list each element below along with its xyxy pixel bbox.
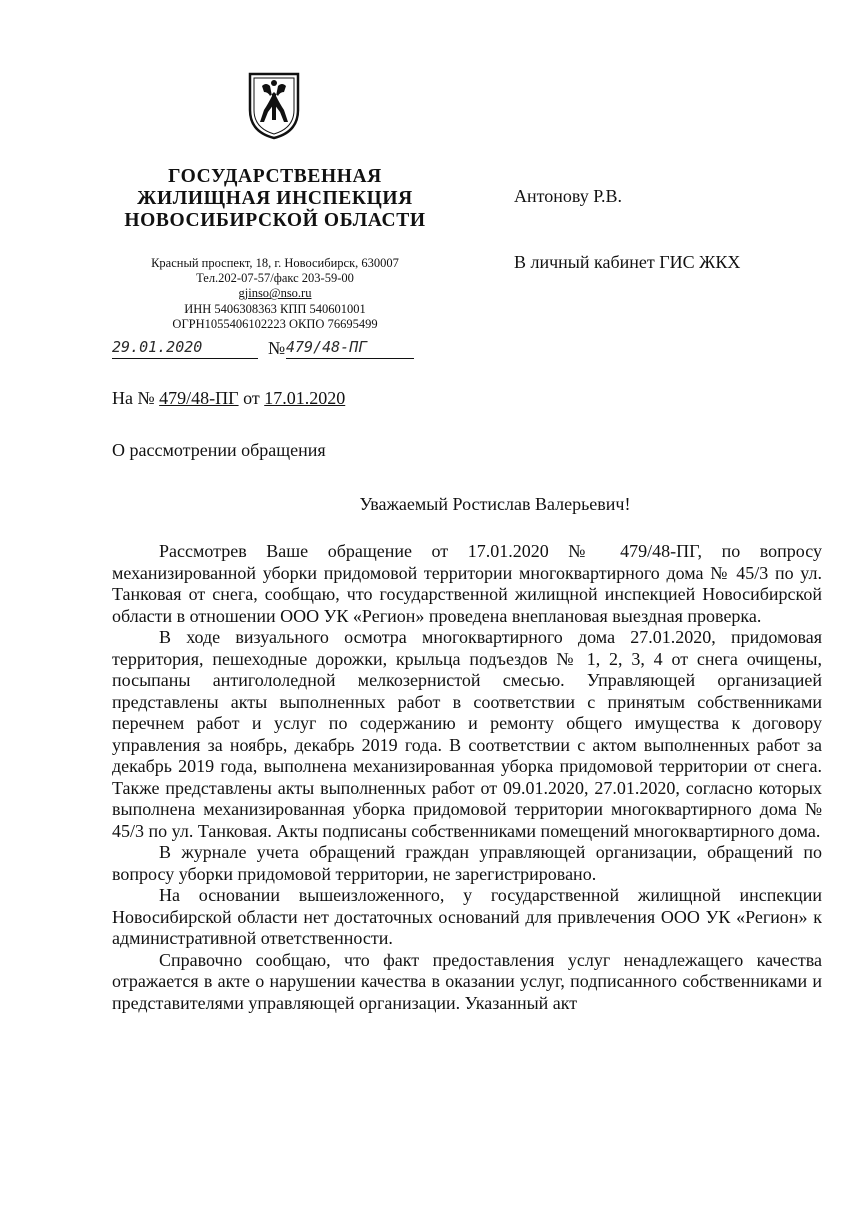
reference-prefix: На № (112, 388, 155, 408)
body-paragraph: Рассмотрев Ваше обращение от 17.01.2020 № 479/48-ПГ, по вопросу механизированной уборки придомовой территории многоквартирного дома № 45/3 по ул. Танковая от снега, сообщаю, что государственной жилищной инспекцией Новосибирской области в отношении ООО УК «Регион» проведена внеплановая выездная проверка. (112, 541, 822, 626)
phone: Тел.202-07-57/факс 203-59-00 (196, 271, 354, 286)
body-paragraph: В журнале учета обращений граждан управляющей организации, обращений по вопросу уборки придомовой территории, не зарегистрировано. (112, 842, 822, 884)
recipient-name: Антонову Р.В. (514, 186, 623, 206)
registration-date: 29.01.2020 (112, 338, 258, 359)
letter-subject: О рассмотрении обращения (112, 440, 326, 460)
address: Красный проспект, 18, г. Новосибирск, 630007 (151, 256, 399, 270)
body-paragraph: На основании вышеизложенного, у государственной жилищной инспекции Новосибирской области нет достаточных оснований для привлечения ООО УК «Регион» к административной ответственности. (112, 885, 822, 948)
coat-of-arms-icon (246, 70, 302, 140)
reference-number: 479/48-ПГ (159, 388, 239, 408)
salutation: Уважаемый Ростислав Валерьевич! (359, 494, 631, 514)
registration-number: 479/48-ПГ (286, 338, 414, 359)
reference-line (112, 388, 345, 409)
agency-name (110, 166, 440, 232)
body-paragraph: Справочно сообщаю, что факт предоставления услуг ненадлежащего качества отражается в акте о нарушении качества в оказании услуг, подписанного собственниками и представителями управляющей организации. Указанный акт (112, 949, 822, 1013)
recipient-channel: В личный кабинет ГИС ЖКХ (514, 252, 741, 272)
agency-line: ГОСУДАРСТВЕННАЯ (168, 166, 382, 187)
agency-contacts (110, 256, 440, 332)
reference-date: 17.01.2020 (264, 388, 346, 408)
agency-line: НОВОСИБИРСКОЙ ОБЛАСТИ (124, 210, 426, 231)
reference-from: от (243, 388, 260, 408)
letter-body (112, 541, 822, 1014)
ogrn-okpo: ОГРН1055406102223 ОКПО 76695499 (172, 316, 378, 331)
registration-number-label: № (268, 338, 286, 358)
body-paragraph: В ходе визуального осмотра многоквартирного дома 27.01.2020, придомовая территория, пешеходные дорожки, крыльца подъездов № 1, 2, 3, 4 от снега очищены, посыпаны антигололедной мелкозернистой смесью. Управляющей организацией представлены акты выполненных работ в соответствии с принятым собственниками перечнем работ и услуг по содержанию и ремонту общего имущества к договору управления за ноябрь, декабрь 2019 года. В соответствии с актом выполненных работ за декабрь 2019 года, выполнена механизированная уборка придомовой территории от снега. Также представлены акты выполненных работ от 09.01.2020, 27.01.2020, согласно которых выполнена механизированная уборка придомовой территории многоквартирного дома № 45/3 по ул. Танковая. Акты подписаны собственниками помещений многоквартирного дома. (112, 627, 822, 841)
agency-line: ЖИЛИЩНАЯ ИНСПЕКЦИЯ (137, 188, 413, 209)
inn-kpp: ИНН 5406308363 КПП 540601001 (184, 301, 366, 316)
email-link[interactable]: gjinso@nso.ru (238, 286, 312, 301)
